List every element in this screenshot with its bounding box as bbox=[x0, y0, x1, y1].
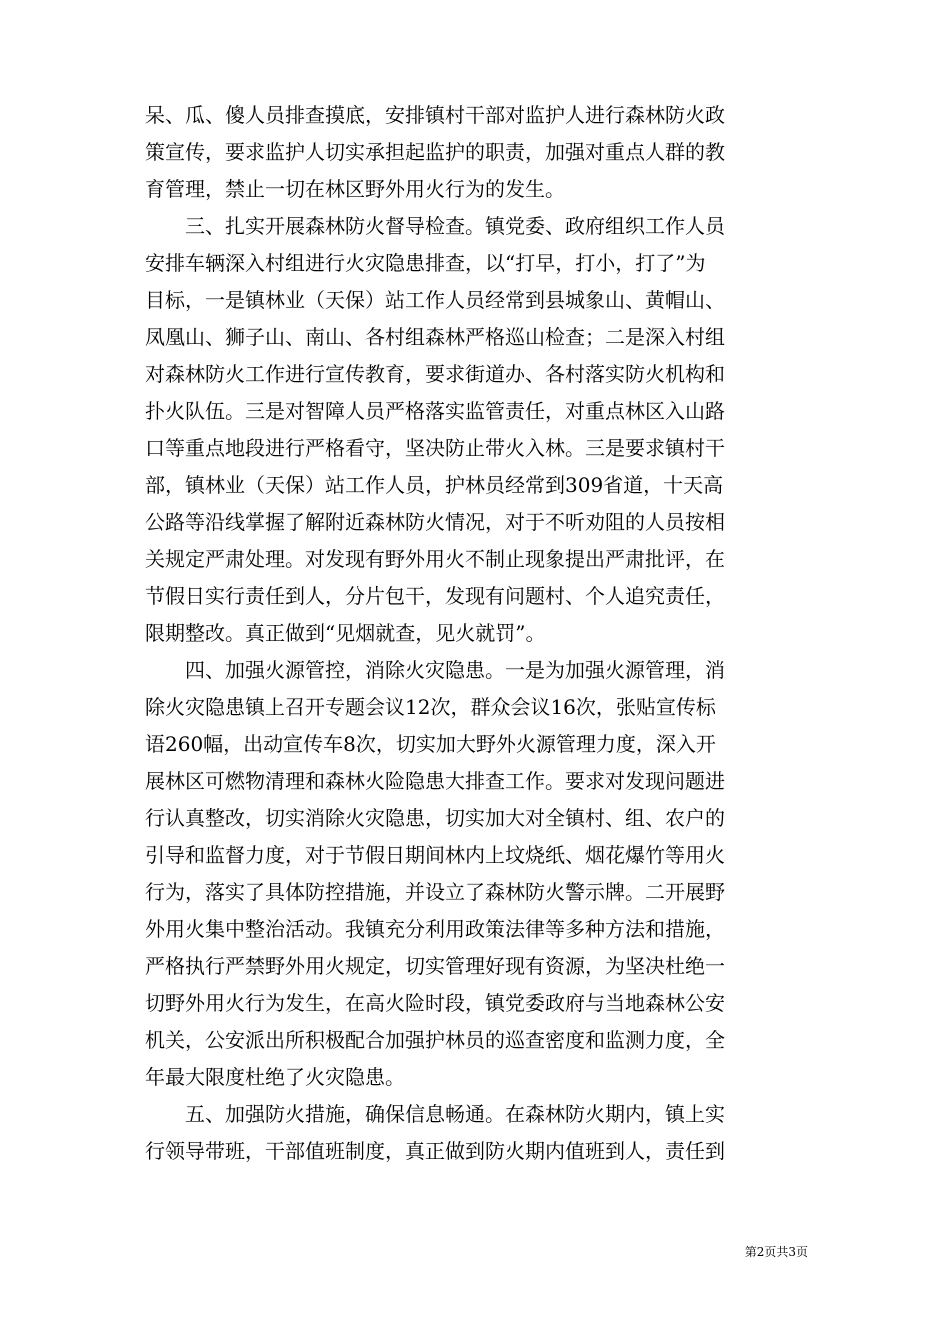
text-line: 公路等沿线掌握了解附近森林防火情况，对于不听劝阻的人员按相 bbox=[145, 510, 725, 534]
section-3-heading-line: 三、扎实开展森林防火督导检查。镇党委、政府组织工作人员 bbox=[185, 214, 725, 238]
text-line: 口等重点地段进行严格看守，坚决防止带火入林。三是要求镇村干 bbox=[145, 436, 725, 460]
text-line: 育管理，禁止一切在林区野外用火行为的发生。 bbox=[145, 177, 565, 201]
text-line: 引导和监督力度，对于节假日期间林内上坟烧纸、烟花爆竹等用火 bbox=[145, 843, 725, 867]
body-text bbox=[145, 97, 807, 1170]
text-line: 扑火队伍。三是对智障人员严格落实监管责任，对重点林区入山路 bbox=[145, 399, 725, 423]
text-line: 行领导带班，干部值班制度，真正做到防火期内值班到人，责任到 bbox=[145, 1139, 725, 1163]
text-line: 行为，落实了具体防控措施，并设立了森林防火警示牌。二开展野 bbox=[145, 880, 725, 904]
text-line: 年最大限度杜绝了火灾隐患。 bbox=[145, 1065, 405, 1089]
text-line: 节假日实行责任到人，分片包干，发现有问题村、个人追究责任， bbox=[145, 584, 725, 608]
text-line: 切野外用火行为发生，在高火险时段，镇党委政府与当地森林公安 bbox=[145, 991, 725, 1015]
text-line: 凤凰山、狮子山、南山、各村组森林严格巡山检查；二是深入村组 bbox=[145, 325, 725, 349]
text-line: 部，镇林业（天保）站工作人员，护林员经常到309省道，十天高 bbox=[145, 473, 724, 497]
section-5-heading-line: 五、加强防火措施，确保信息畅通。在森林防火期内，镇上实 bbox=[185, 1102, 725, 1126]
text-line: 语260幅，出动宣传车8次，切实加大野外火源管理力度，深入开 bbox=[145, 732, 716, 756]
text-line: 行认真整改，切实消除火灾隐患，切实加大对全镇村、组、农户的 bbox=[145, 806, 725, 830]
text-line: 呆、瓜、傻人员排查摸底，安排镇村干部对监护人进行森林防火政 bbox=[145, 103, 725, 127]
text-line: 策宣传，要求监护人切实承担起监护的职责，加强对重点人群的教 bbox=[145, 140, 725, 164]
text-line: 严格执行严禁野外用火规定，切实管理好现有资源，为坚决杜绝一 bbox=[145, 954, 725, 978]
text-line: 安排车辆深入村组进行火灾隐患排查，以“打早，打小，打了”为 bbox=[145, 251, 706, 275]
text-line: 目标，一是镇林业（天保）站工作人员经常到县城象山、黄帽山、 bbox=[145, 288, 725, 312]
text-line: 关规定严肃处理。对发现有野外用火不制止现象提出严肃批评，在 bbox=[145, 547, 725, 571]
page-number: 第2页共3页 bbox=[744, 1245, 808, 1259]
text-line: 除火灾隐患镇上召开专题会议12次，群众会议16次，张贴宣传标 bbox=[145, 695, 716, 719]
text-line: 外用火集中整治活动。我镇充分利用政策法律等多种方法和措施， bbox=[145, 917, 725, 941]
text-line: 机关，公安派出所积极配合加强护林员的巡查密度和监测力度，全 bbox=[145, 1028, 725, 1052]
text-line: 展林区可燃物清理和森林火险隐患大排查工作。要求对发现问题进 bbox=[145, 769, 725, 793]
text-line: 对森林防火工作进行宣传教育，要求街道办、各村落实防火机构和 bbox=[145, 362, 725, 386]
section-4-heading-line: 四、加强火源管控，消除火灾隐患。一是为加强火源管理，消 bbox=[185, 658, 725, 682]
text-line: 限期整改。真正做到“见烟就查，见火就罚”。 bbox=[145, 621, 546, 645]
